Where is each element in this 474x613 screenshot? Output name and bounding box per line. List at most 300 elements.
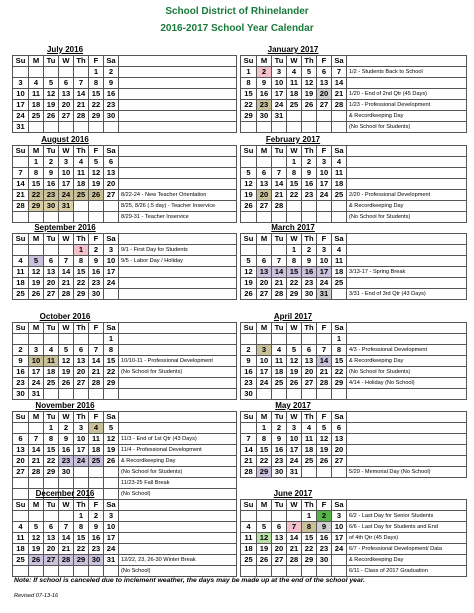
day-cell: 12 <box>317 434 332 445</box>
event-note <box>119 345 237 356</box>
day-cell: 16 <box>241 367 257 378</box>
event-note: 6/2 - Last Day for Senior Students <box>347 511 467 522</box>
week-row <box>13 478 237 489</box>
day-cell: 2 <box>13 345 29 356</box>
day-cell: 26 <box>59 378 74 389</box>
week-row <box>241 423 467 434</box>
day-cell: 10 <box>104 256 119 267</box>
note-cell <box>119 146 237 157</box>
day-cell: 15 <box>74 533 89 544</box>
week-row <box>241 289 467 300</box>
week-row <box>241 445 467 456</box>
week-row <box>13 566 237 577</box>
month-title: March 2017 <box>271 223 315 232</box>
day-cell: 2 <box>317 511 332 522</box>
day-cell: 17 <box>29 367 44 378</box>
day-cell <box>317 212 332 223</box>
day-cell: 29 <box>89 111 104 122</box>
day-cell <box>44 67 59 78</box>
day-cell: 1 <box>241 67 257 78</box>
day-cell <box>89 201 104 212</box>
day-cell: 10 <box>272 78 287 89</box>
week-row <box>13 456 237 467</box>
day-cell: 20 <box>59 100 74 111</box>
event-note: & Recordkeeping Day <box>347 201 467 212</box>
day-cell: 24 <box>332 544 347 555</box>
day-cell: 8 <box>104 345 119 356</box>
event-note <box>347 389 467 400</box>
day-cell: 29 <box>257 467 272 478</box>
week-row <box>13 168 237 179</box>
day-cell: 19 <box>287 367 302 378</box>
day-cell <box>29 67 44 78</box>
day-cell: 3 <box>272 67 287 78</box>
day-cell: 14 <box>74 89 89 100</box>
event-note: 3/31 - End of 3rd Qtr (43 Days) <box>347 289 467 300</box>
day-cell: 30 <box>257 111 272 122</box>
day-cell: 27 <box>332 456 347 467</box>
day-cell: 7 <box>317 345 332 356</box>
day-cell: 24 <box>257 378 272 389</box>
day-cell <box>89 334 104 345</box>
day-cell: 27 <box>44 289 59 300</box>
day-cell: 20 <box>317 89 332 100</box>
day-header: Sa <box>332 500 347 511</box>
day-header: M <box>29 500 44 511</box>
day-cell <box>302 566 317 577</box>
event-note: 1/20 - End of 2nd Qtr (45 Days) <box>347 89 467 100</box>
event-note: 12/22, 23, 26-30 Winter Break <box>119 555 237 566</box>
day-cell <box>332 467 347 478</box>
day-header: Th <box>302 500 317 511</box>
day-cell: 13 <box>44 533 59 544</box>
day-cell: 21 <box>287 544 302 555</box>
day-cell: 8 <box>287 168 302 179</box>
day-cell: 12 <box>104 434 119 445</box>
day-cell: 4 <box>332 245 347 256</box>
week-row <box>13 78 237 89</box>
day-cell: 16 <box>302 267 317 278</box>
week-row <box>13 434 237 445</box>
day-cell: 21 <box>272 278 287 289</box>
day-header: Th <box>74 412 89 423</box>
event-note <box>119 522 237 533</box>
day-cell: 14 <box>29 445 44 456</box>
day-cell: 30 <box>104 111 119 122</box>
day-cell: 10 <box>29 356 44 367</box>
day-cell: 27 <box>104 190 119 201</box>
day-cell <box>104 289 119 300</box>
day-cell <box>13 566 29 577</box>
month-title: October 2016 <box>39 312 91 321</box>
day-cell: 29 <box>44 467 59 478</box>
day-cell: 4 <box>29 78 44 89</box>
day-cell: 9 <box>59 434 74 445</box>
day-cell: 10 <box>332 522 347 533</box>
day-cell: 25 <box>29 111 44 122</box>
event-note: 10/10-11 - Professional Development <box>119 356 237 367</box>
day-cell: 18 <box>332 267 347 278</box>
day-cell: 14 <box>59 533 74 544</box>
day-cell: 4 <box>89 423 104 434</box>
day-cell <box>241 122 257 133</box>
week-row <box>13 289 237 300</box>
event-note <box>347 434 467 445</box>
month-title: April 2017 <box>273 312 313 321</box>
day-cell: 3 <box>332 511 347 522</box>
day-cell: 5 <box>29 256 44 267</box>
event-note <box>347 423 467 434</box>
event-note <box>119 423 237 434</box>
day-cell: 5 <box>89 157 104 168</box>
day-cell: 14 <box>317 356 332 367</box>
day-cell <box>59 245 74 256</box>
day-cell: 6 <box>332 423 347 434</box>
day-cell: 30 <box>13 389 29 400</box>
event-note: & Recordkeeping Day <box>119 456 237 467</box>
day-cell: 23 <box>317 544 332 555</box>
day-cell: 2 <box>257 67 272 78</box>
day-header: Th <box>74 234 89 245</box>
day-header: F <box>89 323 104 334</box>
day-cell: 5 <box>104 423 119 434</box>
day-cell: 7 <box>59 522 74 533</box>
day-cell: 22 <box>74 278 89 289</box>
day-cell: 3 <box>317 157 332 168</box>
day-cell: 25 <box>287 100 302 111</box>
day-header: Su <box>13 146 29 157</box>
day-cell: 3 <box>317 245 332 256</box>
note-cell <box>347 412 467 423</box>
day-cell: 14 <box>332 78 347 89</box>
day-cell: 25 <box>332 190 347 201</box>
day-cell <box>74 478 89 489</box>
day-cell: 4 <box>272 345 287 356</box>
day-cell: 20 <box>74 367 89 378</box>
day-cell: 25 <box>332 278 347 289</box>
day-cell: 25 <box>13 555 29 566</box>
day-cell: 24 <box>59 190 74 201</box>
day-header: Sa <box>104 234 119 245</box>
day-cell: 11 <box>29 89 44 100</box>
day-cell: 9 <box>44 168 59 179</box>
week-row <box>241 111 467 122</box>
event-note: of 4th Qtr (45 Days) <box>347 533 467 544</box>
day-cell: 3 <box>13 78 29 89</box>
week-row <box>241 100 467 111</box>
note-cell <box>347 323 467 334</box>
day-cell: 3 <box>29 345 44 356</box>
day-cell: 18 <box>302 445 317 456</box>
month-calendar <box>12 145 237 223</box>
day-cell: 29 <box>302 555 317 566</box>
day-cell <box>74 467 89 478</box>
month-calendar <box>12 499 237 577</box>
day-cell: 22 <box>287 278 302 289</box>
day-cell <box>59 511 74 522</box>
week-row <box>241 533 467 544</box>
day-header: Th <box>74 56 89 67</box>
day-cell: 7 <box>29 434 44 445</box>
day-header: Th <box>74 323 89 334</box>
day-cell: 5 <box>59 345 74 356</box>
day-cell: 19 <box>257 544 272 555</box>
week-row <box>241 201 467 212</box>
day-cell: 24 <box>317 278 332 289</box>
day-cell: 27 <box>44 555 59 566</box>
day-header: Tu <box>272 56 287 67</box>
day-cell: 21 <box>241 456 257 467</box>
day-cell: 11 <box>13 267 29 278</box>
day-cell: 28 <box>74 111 89 122</box>
day-cell: 27 <box>13 467 29 478</box>
event-note: (No School for Students) <box>347 122 467 133</box>
day-cell: 25 <box>13 289 29 300</box>
day-cell: 11 <box>302 434 317 445</box>
day-cell: 20 <box>44 278 59 289</box>
day-cell: 12 <box>89 168 104 179</box>
day-cell <box>13 157 29 168</box>
day-cell <box>241 245 257 256</box>
day-header: Su <box>13 412 29 423</box>
day-header: M <box>257 323 272 334</box>
day-cell: 7 <box>74 78 89 89</box>
day-cell: 23 <box>44 190 59 201</box>
day-cell: 15 <box>287 179 302 190</box>
event-note: 4/3 - Professional Development <box>347 345 467 356</box>
day-cell: 3 <box>59 157 74 168</box>
event-note: 8/25, 8/26 (.5 day) - Teacher Inservice <box>119 201 237 212</box>
day-cell: 14 <box>241 445 257 456</box>
day-cell: 11 <box>13 533 29 544</box>
day-cell: 13 <box>59 89 74 100</box>
day-header: W <box>59 323 74 334</box>
day-cell: 9 <box>302 256 317 267</box>
day-cell: 19 <box>104 445 119 456</box>
day-cell <box>272 157 287 168</box>
day-cell: 25 <box>74 190 89 201</box>
day-cell <box>287 122 302 133</box>
day-header: Tu <box>272 146 287 157</box>
day-cell: 10 <box>59 168 74 179</box>
day-cell: 14 <box>59 267 74 278</box>
day-cell: 21 <box>29 456 44 467</box>
day-cell <box>13 212 29 223</box>
day-cell <box>257 334 272 345</box>
day-cell: 4 <box>241 522 257 533</box>
day-cell <box>272 389 287 400</box>
day-header: Tu <box>44 500 59 511</box>
week-row <box>241 78 467 89</box>
day-cell: 11 <box>272 356 287 367</box>
day-cell: 12 <box>241 179 257 190</box>
day-cell <box>272 511 287 522</box>
day-cell: 2 <box>59 423 74 434</box>
day-cell <box>44 511 59 522</box>
event-note: 11/23-25 Fall Break <box>119 478 237 489</box>
day-cell <box>29 478 44 489</box>
day-cell <box>302 334 317 345</box>
day-cell: 17 <box>317 267 332 278</box>
day-cell: 24 <box>104 544 119 555</box>
day-cell: 31 <box>29 389 44 400</box>
day-cell: 28 <box>332 100 347 111</box>
day-cell: 15 <box>44 445 59 456</box>
day-header: M <box>29 56 44 67</box>
event-note <box>119 378 237 389</box>
day-header: Th <box>302 146 317 157</box>
day-cell: 28 <box>29 467 44 478</box>
day-header: Su <box>241 146 257 157</box>
day-cell: 3 <box>104 511 119 522</box>
week-row <box>241 157 467 168</box>
note-cell <box>119 323 237 334</box>
day-header: W <box>287 500 302 511</box>
week-row <box>13 555 237 566</box>
day-cell: 14 <box>13 179 29 190</box>
day-cell: 17 <box>104 267 119 278</box>
day-cell: 23 <box>89 544 104 555</box>
day-header: F <box>317 500 332 511</box>
day-cell: 5 <box>29 522 44 533</box>
event-note <box>347 245 467 256</box>
week-row <box>241 522 467 533</box>
event-note: 8/22-24 - New Teacher Orientation <box>119 190 237 201</box>
day-cell: 18 <box>44 367 59 378</box>
event-note: 9/5 - Labor Day / Holiday <box>119 256 237 267</box>
event-note: 3/13-17 - Spring Break <box>347 267 467 278</box>
day-cell <box>302 467 317 478</box>
day-cell <box>317 566 332 577</box>
event-note: 11/3 - End of 1st Qtr (43 Days) <box>119 434 237 445</box>
day-cell: 23 <box>89 278 104 289</box>
day-cell: 29 <box>241 111 257 122</box>
day-cell <box>287 334 302 345</box>
day-header: M <box>257 56 272 67</box>
day-cell <box>59 566 74 577</box>
day-cell: 23 <box>302 190 317 201</box>
day-cell <box>272 566 287 577</box>
day-cell: 10 <box>257 356 272 367</box>
day-cell: 18 <box>74 179 89 190</box>
day-cell: 17 <box>59 179 74 190</box>
day-cell: 18 <box>89 445 104 456</box>
week-row <box>241 190 467 201</box>
week-row <box>241 334 467 345</box>
day-cell: 23 <box>59 456 74 467</box>
day-cell <box>44 245 59 256</box>
day-header: Sa <box>332 146 347 157</box>
event-note: (No School) <box>119 566 237 577</box>
week-row <box>13 533 237 544</box>
day-cell: 5 <box>302 67 317 78</box>
day-cell: 22 <box>287 190 302 201</box>
day-header: W <box>59 500 74 511</box>
day-cell: 27 <box>302 378 317 389</box>
week-row <box>241 367 467 378</box>
day-cell: 22 <box>29 190 44 201</box>
day-cell <box>317 389 332 400</box>
event-note <box>347 78 467 89</box>
day-cell <box>29 122 44 133</box>
day-cell: 28 <box>241 467 257 478</box>
day-cell <box>74 389 89 400</box>
day-cell: 13 <box>44 267 59 278</box>
day-cell: 9 <box>257 78 272 89</box>
day-header: M <box>257 500 272 511</box>
day-cell: 18 <box>29 100 44 111</box>
note-cell <box>347 500 467 511</box>
day-cell: 16 <box>13 367 29 378</box>
day-cell: 2 <box>104 67 119 78</box>
day-header: Tu <box>272 234 287 245</box>
day-cell <box>59 67 74 78</box>
day-cell: 12 <box>241 267 257 278</box>
day-header: Sa <box>104 146 119 157</box>
day-cell <box>59 122 74 133</box>
day-cell: 5 <box>44 78 59 89</box>
day-cell: 31 <box>317 289 332 300</box>
day-header: Sa <box>332 412 347 423</box>
school-year-title: 2016-2017 School Year Calendar <box>160 23 314 34</box>
event-note <box>119 289 237 300</box>
day-cell: 5 <box>241 168 257 179</box>
day-cell: 21 <box>317 367 332 378</box>
day-cell <box>104 566 119 577</box>
day-cell: 13 <box>13 445 29 456</box>
day-cell <box>89 467 104 478</box>
day-cell <box>332 212 347 223</box>
day-cell: 13 <box>317 78 332 89</box>
day-cell: 7 <box>272 256 287 267</box>
day-cell: 25 <box>302 456 317 467</box>
day-cell: 2 <box>302 157 317 168</box>
month-calendar <box>240 411 467 478</box>
day-cell: 16 <box>104 89 119 100</box>
day-header: Th <box>302 323 317 334</box>
day-cell: 27 <box>59 111 74 122</box>
day-cell: 9 <box>13 356 29 367</box>
day-header: F <box>89 146 104 157</box>
day-cell: 28 <box>59 289 74 300</box>
day-header: Th <box>302 234 317 245</box>
day-cell: 24 <box>13 111 29 122</box>
day-cell <box>272 334 287 345</box>
day-cell <box>302 111 317 122</box>
day-cell: 15 <box>104 356 119 367</box>
day-header: Sa <box>104 500 119 511</box>
event-note <box>119 157 237 168</box>
day-cell: 28 <box>13 201 29 212</box>
day-cell: 6 <box>302 345 317 356</box>
day-cell: 9 <box>317 522 332 533</box>
day-cell: 16 <box>302 179 317 190</box>
day-cell: 6 <box>104 157 119 168</box>
day-cell: 28 <box>89 378 104 389</box>
day-cell: 28 <box>317 378 332 389</box>
day-cell <box>104 122 119 133</box>
day-cell: 28 <box>287 555 302 566</box>
day-header: F <box>317 234 332 245</box>
day-header: F <box>89 500 104 511</box>
week-row <box>13 122 237 133</box>
day-cell: 6 <box>13 434 29 445</box>
day-cell <box>272 245 287 256</box>
day-cell: 6 <box>44 256 59 267</box>
day-cell: 13 <box>104 168 119 179</box>
note-cell <box>347 146 467 157</box>
month-title: July 2016 <box>46 45 84 54</box>
